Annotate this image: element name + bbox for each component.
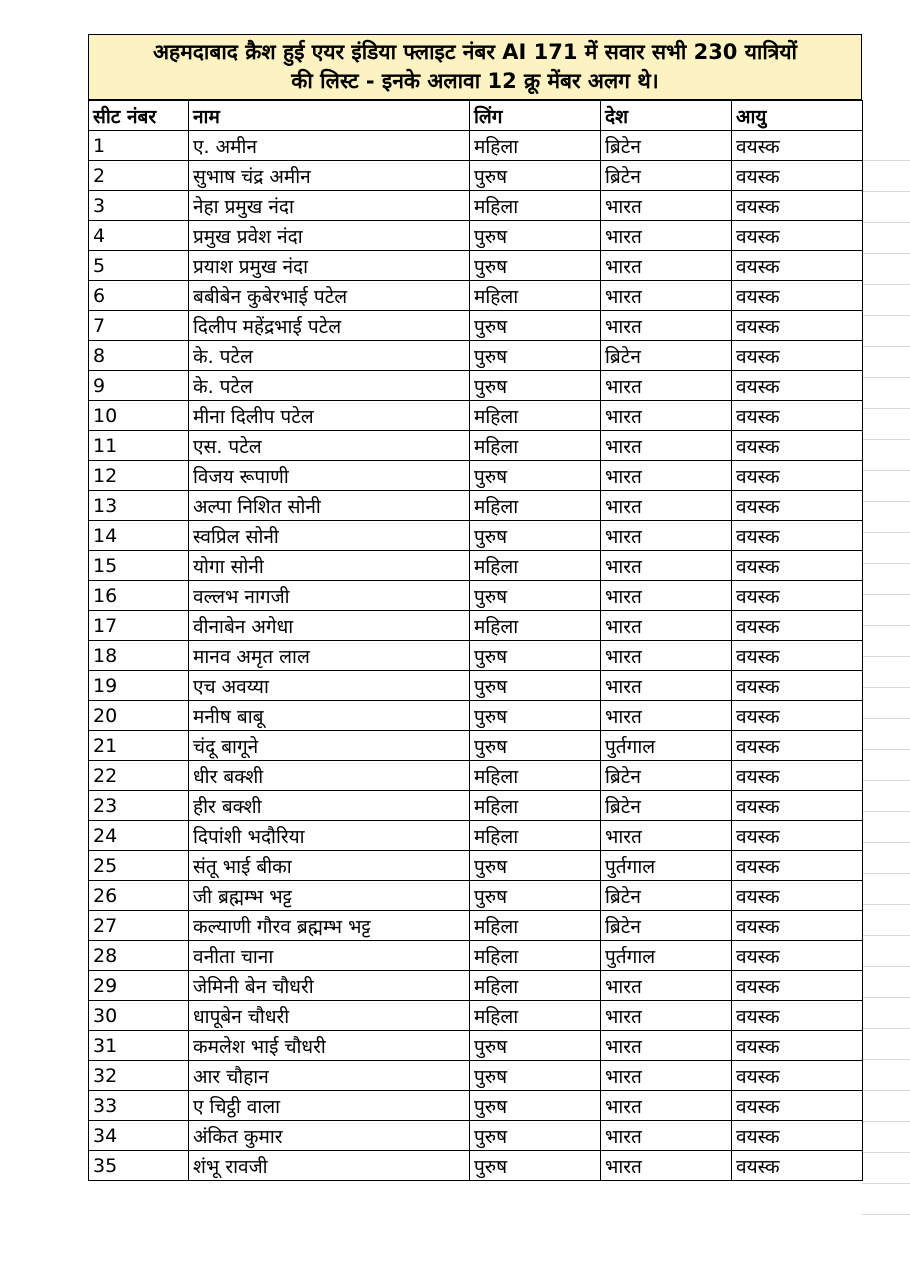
age-cell[interactable]: वयस्क — [732, 251, 863, 281]
age-cell[interactable]: वयस्क — [732, 1121, 863, 1151]
age-cell[interactable]: वयस्क — [732, 431, 863, 461]
country-cell[interactable]: भारत — [601, 401, 732, 431]
table-row — [89, 851, 863, 881]
age-cell[interactable]: वयस्क — [732, 341, 863, 371]
name-cell[interactable]: जी ब्रह्मम्भ भट्ट — [189, 881, 470, 911]
table-row — [89, 251, 863, 281]
gender-cell[interactable]: पुरुष — [470, 731, 601, 761]
seat-number-cell[interactable]: 17 — [89, 611, 189, 641]
name-cell[interactable]: के. पटेल — [189, 371, 470, 401]
country-cell[interactable]: भारत — [601, 461, 732, 491]
header-row — [89, 101, 863, 131]
table-row — [89, 161, 863, 191]
name-cell[interactable]: आर चौहान — [189, 1061, 470, 1091]
gender-cell[interactable]: पुरुष — [470, 881, 601, 911]
table-row — [89, 1121, 863, 1151]
country-cell[interactable]: पुर्तगाल — [601, 731, 732, 761]
name-cell[interactable]: सुभाष चंद्र अमीन — [189, 161, 470, 191]
country-cell[interactable]: भारत — [601, 431, 732, 461]
country-cell[interactable]: ब्रिटेन — [601, 341, 732, 371]
table-row — [89, 881, 863, 911]
country-cell[interactable]: भारत — [601, 371, 732, 401]
seat-number-cell[interactable]: 19 — [89, 671, 189, 701]
name-cell[interactable]: वनीता चाना — [189, 941, 470, 971]
country-cell[interactable]: भारत — [601, 521, 732, 551]
table-row — [89, 701, 863, 731]
gender-cell[interactable]: पुरुष — [470, 461, 601, 491]
seat-number-cell[interactable]: 2 — [89, 161, 189, 191]
title-line-2: की लिस्ट - इनके अलावा 12 क्रू मेंबर अलग थे। — [291, 69, 659, 93]
gender-cell[interactable]: महिला — [470, 401, 601, 431]
gender-cell[interactable]: पुरुष — [470, 1061, 601, 1091]
name-cell[interactable]: के. पटेल — [189, 341, 470, 371]
gender-cell[interactable]: पुरुष — [470, 1091, 601, 1121]
table-row — [89, 821, 863, 851]
name-cell[interactable]: दिलीप महेंद्रभाई पटेल — [189, 311, 470, 341]
table-row — [89, 581, 863, 611]
seat-number-cell[interactable]: 26 — [89, 881, 189, 911]
country-cell[interactable]: पुर्तगाल — [601, 851, 732, 881]
country-cell[interactable]: भारत — [601, 971, 732, 1001]
gender-cell[interactable]: पुरुष — [470, 671, 601, 701]
sheet-gridlines — [862, 130, 910, 1225]
table-row — [89, 521, 863, 551]
age-cell[interactable]: वयस्क — [732, 161, 863, 191]
gender-cell[interactable]: पुरुष — [470, 371, 601, 401]
seat-number-cell[interactable]: 22 — [89, 761, 189, 791]
gender-cell[interactable]: महिला — [470, 1001, 601, 1031]
age-cell[interactable]: वयस्क — [732, 881, 863, 911]
table-row — [89, 1091, 863, 1121]
name-cell[interactable]: दिपांशी भदौरिया — [189, 821, 470, 851]
seat-number-cell[interactable]: 28 — [89, 941, 189, 971]
seat-number-cell[interactable]: 30 — [89, 1001, 189, 1031]
age-cell[interactable]: वयस्क — [732, 641, 863, 671]
table-row — [89, 431, 863, 461]
country-cell[interactable]: पुर्तगाल — [601, 941, 732, 971]
age-cell[interactable]: वयस्क — [732, 971, 863, 1001]
age-cell[interactable]: वयस्क — [732, 221, 863, 251]
name-cell[interactable]: धीर बक्शी — [189, 761, 470, 791]
table-row — [89, 1031, 863, 1061]
seat-number-cell[interactable]: 16 — [89, 581, 189, 611]
age-cell[interactable]: वयस्क — [732, 191, 863, 221]
table-row — [89, 1001, 863, 1031]
table-row — [89, 491, 863, 521]
gender-cell[interactable]: महिला — [470, 911, 601, 941]
table-row — [89, 761, 863, 791]
country-cell[interactable]: ब्रिटेन — [601, 881, 732, 911]
age-cell[interactable]: वयस्क — [732, 131, 863, 161]
country-cell[interactable]: भारत — [601, 641, 732, 671]
table-body — [89, 131, 863, 1181]
age-cell[interactable]: वयस्क — [732, 731, 863, 761]
name-cell[interactable]: बबीबेन कुबेरभाई पटेल — [189, 281, 470, 311]
age-cell[interactable]: वयस्क — [732, 1151, 863, 1181]
title-cell[interactable] — [88, 34, 862, 100]
seat-number-cell[interactable]: 12 — [89, 461, 189, 491]
age-cell[interactable]: वयस्क — [732, 491, 863, 521]
country-cell[interactable]: भारत — [601, 1031, 732, 1061]
country-cell[interactable]: भारत — [601, 311, 732, 341]
seat-number-cell[interactable]: 23 — [89, 791, 189, 821]
gender-cell[interactable]: महिला — [470, 821, 601, 851]
country-cell[interactable]: भारत — [601, 1001, 732, 1031]
country-cell[interactable]: भारत — [601, 191, 732, 221]
country-cell[interactable]: भारत — [601, 701, 732, 731]
gender-cell[interactable]: महिला — [470, 281, 601, 311]
gender-cell[interactable]: महिला — [470, 971, 601, 1001]
name-cell[interactable]: मीना दिलीप पटेल — [189, 401, 470, 431]
gender-cell[interactable]: पुरुष — [470, 161, 601, 191]
table-row — [89, 371, 863, 401]
name-cell[interactable]: अंकित कुमार — [189, 1121, 470, 1151]
name-cell[interactable]: चंदू बागूने — [189, 731, 470, 761]
gender-cell[interactable]: पुरुष — [470, 1121, 601, 1151]
country-cell[interactable]: भारत — [601, 1121, 732, 1151]
table-row — [89, 671, 863, 701]
country-cell[interactable]: भारत — [601, 1151, 732, 1181]
age-cell[interactable]: वयस्क — [732, 401, 863, 431]
name-cell[interactable]: अल्पा निशित सोनी — [189, 491, 470, 521]
country-cell[interactable]: भारत — [601, 821, 732, 851]
age-cell[interactable]: वयस्क — [732, 521, 863, 551]
name-cell[interactable]: ए. अमीन — [189, 131, 470, 161]
gender-cell[interactable]: महिला — [470, 791, 601, 821]
gender-cell[interactable]: पुरुष — [470, 1151, 601, 1181]
name-cell[interactable]: विजय रूपाणी — [189, 461, 470, 491]
page-title — [153, 38, 797, 96]
country-cell[interactable]: ब्रिटेन — [601, 161, 732, 191]
age-cell[interactable]: वयस्क — [732, 941, 863, 971]
passenger-list-sheet — [88, 34, 862, 1181]
seat-number-cell[interactable]: 35 — [89, 1151, 189, 1181]
age-cell[interactable]: वयस्क — [732, 821, 863, 851]
name-cell[interactable]: हीर बक्शी — [189, 791, 470, 821]
gender-cell[interactable]: महिला — [470, 431, 601, 461]
table-row — [89, 731, 863, 761]
country-cell[interactable]: भारत — [601, 551, 732, 581]
name-cell[interactable]: कल्याणी गौरव ब्रह्मम्भ भट्ट — [189, 911, 470, 941]
gender-cell[interactable]: पुरुष — [470, 701, 601, 731]
gender-cell[interactable]: महिला — [470, 131, 601, 161]
age-cell[interactable]: वयस्क — [732, 1091, 863, 1121]
age-cell[interactable]: वयस्क — [732, 791, 863, 821]
gender-cell[interactable]: महिला — [470, 491, 601, 521]
country-cell[interactable]: भारत — [601, 251, 732, 281]
table-row — [89, 341, 863, 371]
gender-cell[interactable]: पुरुष — [470, 641, 601, 671]
seat-number-cell[interactable]: 4 — [89, 221, 189, 251]
name-cell[interactable]: नेहा प्रमुख नंदा — [189, 191, 470, 221]
header-name[interactable]: नाम — [189, 101, 470, 131]
name-cell[interactable]: प्रमुख प्रवेश नंदा — [189, 221, 470, 251]
gender-cell[interactable]: महिला — [470, 191, 601, 221]
age-cell[interactable]: वयस्क — [732, 1001, 863, 1031]
age-cell[interactable]: वयस्क — [732, 1031, 863, 1061]
title-line-1: अहमदाबाद क्रैश हुई एयर इंडिया फ्लाइट नंबर AI 171 में सवार सभी 230 यात्रियों — [153, 40, 797, 64]
age-cell[interactable]: वयस्क — [732, 281, 863, 311]
gender-cell[interactable]: पुरुष — [470, 311, 601, 341]
seat-number-cell[interactable]: 20 — [89, 701, 189, 731]
seat-number-cell[interactable]: 25 — [89, 851, 189, 881]
passenger-table — [88, 100, 863, 1181]
name-cell[interactable]: योगा सोनी — [189, 551, 470, 581]
header-gender[interactable]: लिंग — [470, 101, 601, 131]
country-cell[interactable]: भारत — [601, 1061, 732, 1091]
age-cell[interactable]: वयस्क — [732, 671, 863, 701]
table-row — [89, 401, 863, 431]
name-cell[interactable]: धापूबेन चौधरी — [189, 1001, 470, 1031]
seat-number-cell[interactable]: 10 — [89, 401, 189, 431]
seat-number-cell[interactable]: 5 — [89, 251, 189, 281]
gender-cell[interactable]: पुरुष — [470, 851, 601, 881]
gender-cell[interactable]: महिला — [470, 611, 601, 641]
country-cell[interactable]: भारत — [601, 611, 732, 641]
seat-number-cell[interactable]: 11 — [89, 431, 189, 461]
country-cell[interactable]: भारत — [601, 491, 732, 521]
name-cell[interactable]: मनीष बाबू — [189, 701, 470, 731]
table-row — [89, 911, 863, 941]
seat-number-cell[interactable]: 29 — [89, 971, 189, 1001]
gender-cell[interactable]: पुरुष — [470, 1031, 601, 1061]
seat-number-cell[interactable]: 27 — [89, 911, 189, 941]
gender-cell[interactable]: महिला — [470, 761, 601, 791]
country-cell[interactable]: भारत — [601, 1091, 732, 1121]
seat-number-cell[interactable]: 32 — [89, 1061, 189, 1091]
name-cell[interactable]: एस. पटेल — [189, 431, 470, 461]
seat-number-cell[interactable]: 34 — [89, 1121, 189, 1151]
table-row — [89, 461, 863, 491]
seat-number-cell[interactable]: 31 — [89, 1031, 189, 1061]
seat-number-cell[interactable]: 3 — [89, 191, 189, 221]
table-row — [89, 791, 863, 821]
country-cell[interactable]: ब्रिटेन — [601, 791, 732, 821]
gender-cell[interactable]: पुरुष — [470, 341, 601, 371]
seat-number-cell[interactable]: 14 — [89, 521, 189, 551]
table-row — [89, 641, 863, 671]
country-cell[interactable]: ब्रिटेन — [601, 131, 732, 161]
country-cell[interactable]: भारत — [601, 281, 732, 311]
country-cell[interactable]: भारत — [601, 221, 732, 251]
seat-number-cell[interactable]: 24 — [89, 821, 189, 851]
seat-number-cell[interactable]: 6 — [89, 281, 189, 311]
seat-number-cell[interactable]: 21 — [89, 731, 189, 761]
name-cell[interactable]: जेमिनी बेन चौधरी — [189, 971, 470, 1001]
header-seat-number[interactable]: सीट नंबर — [89, 101, 189, 131]
seat-number-cell[interactable]: 33 — [89, 1091, 189, 1121]
name-cell[interactable]: ए चिट्ठी वाला — [189, 1091, 470, 1121]
table-row — [89, 1151, 863, 1181]
table-row — [89, 1061, 863, 1091]
seat-number-cell[interactable]: 7 — [89, 311, 189, 341]
name-cell[interactable]: वल्लभ नागजी — [189, 581, 470, 611]
table-row — [89, 221, 863, 251]
table-row — [89, 941, 863, 971]
name-cell[interactable]: एच अवय्या — [189, 671, 470, 701]
gender-cell[interactable]: पुरुष — [470, 521, 601, 551]
gender-cell[interactable]: महिला — [470, 941, 601, 971]
name-cell[interactable]: वीनाबेन अगेधा — [189, 611, 470, 641]
table-row — [89, 551, 863, 581]
country-cell[interactable]: भारत — [601, 671, 732, 701]
name-cell[interactable]: प्रयाश प्रमुख नंदा — [189, 251, 470, 281]
table-row — [89, 131, 863, 161]
table-row — [89, 281, 863, 311]
age-cell[interactable]: वयस्क — [732, 1061, 863, 1091]
table-row — [89, 611, 863, 641]
gender-cell[interactable]: पुरुष — [470, 251, 601, 281]
age-cell[interactable]: वयस्क — [732, 371, 863, 401]
age-cell[interactable]: वयस्क — [732, 581, 863, 611]
seat-number-cell[interactable]: 13 — [89, 491, 189, 521]
header-age[interactable]: आयु — [732, 101, 863, 131]
seat-number-cell[interactable]: 15 — [89, 551, 189, 581]
table-row — [89, 311, 863, 341]
country-cell[interactable]: ब्रिटेन — [601, 761, 732, 791]
seat-number-cell[interactable]: 9 — [89, 371, 189, 401]
name-cell[interactable]: शंभू रावजी — [189, 1151, 470, 1181]
age-cell[interactable]: वयस्क — [732, 611, 863, 641]
gender-cell[interactable]: महिला — [470, 551, 601, 581]
table-row — [89, 971, 863, 1001]
name-cell[interactable]: कमलेश भाई चौधरी — [189, 1031, 470, 1061]
age-cell[interactable]: वयस्क — [732, 311, 863, 341]
gender-cell[interactable]: पुरुष — [470, 581, 601, 611]
seat-number-cell[interactable]: 18 — [89, 641, 189, 671]
header-country[interactable]: देश — [601, 101, 732, 131]
seat-number-cell[interactable]: 8 — [89, 341, 189, 371]
age-cell[interactable]: वयस्क — [732, 911, 863, 941]
country-cell[interactable]: ब्रिटेन — [601, 911, 732, 941]
age-cell[interactable]: वयस्क — [732, 851, 863, 881]
age-cell[interactable]: वयस्क — [732, 551, 863, 581]
table-row — [89, 191, 863, 221]
seat-number-cell[interactable]: 1 — [89, 131, 189, 161]
name-cell[interactable]: संतू भाई बीका — [189, 851, 470, 881]
name-cell[interactable]: स्वप्रिल सोनी — [189, 521, 470, 551]
age-cell[interactable]: वयस्क — [732, 761, 863, 791]
age-cell[interactable]: वयस्क — [732, 461, 863, 491]
gender-cell[interactable]: पुरुष — [470, 221, 601, 251]
age-cell[interactable]: वयस्क — [732, 701, 863, 731]
country-cell[interactable]: भारत — [601, 581, 732, 611]
name-cell[interactable]: मानव अमृत लाल — [189, 641, 470, 671]
